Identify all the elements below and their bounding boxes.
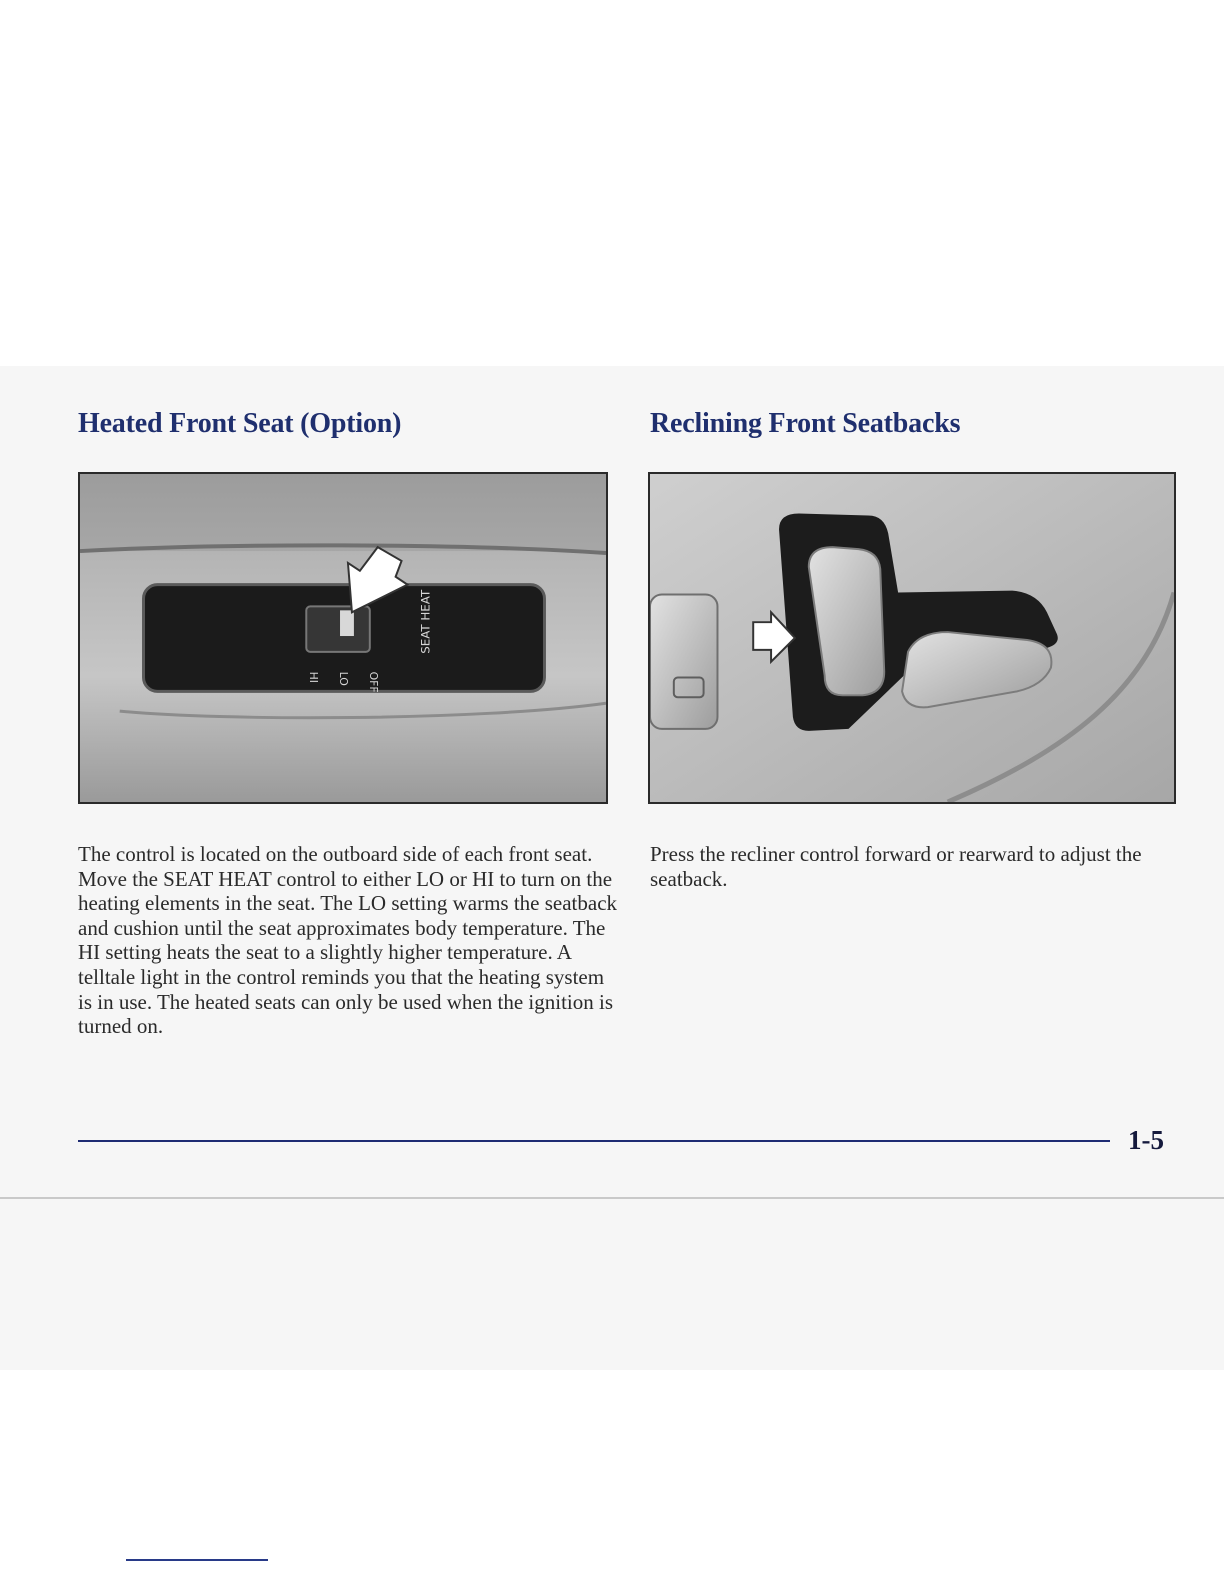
scan-edge-divider [0, 1197, 1224, 1199]
off-label: OFF [366, 671, 380, 693]
page-number: 1-5 [1128, 1125, 1164, 1155]
recliner-description: Press the recliner control forward or rearward to adjust the seatback. [650, 842, 1142, 891]
footer-rule [78, 1140, 1110, 1142]
lo-label: LO [337, 671, 351, 686]
seat-heat-control-photo [78, 472, 608, 804]
heated-seat-description: The control is located on the outboard side of each front seat. Move the SEAT HEAT control to either LO or HI to turn on the heating elements in the seat. The LO setting warms the seatback and cushion until the seat approximates body temperature. The HI setting heats the seat to a slightly higher temperature. A telltale light in the control reminds you that the heating system is in use. The heated seats can only be used when the ignition is turned on. [78, 842, 618, 1039]
recliner-control-photo [648, 472, 1176, 804]
heated-seat-heading: Heated Front Seat (Option) [78, 408, 402, 439]
hi-label: HI [307, 671, 321, 683]
bottom-mark-line [126, 1559, 268, 1561]
reclining-seatbacks-heading: Reclining Front Seatbacks [650, 408, 961, 439]
seat-heat-label: SEAT HEAT [418, 589, 433, 654]
